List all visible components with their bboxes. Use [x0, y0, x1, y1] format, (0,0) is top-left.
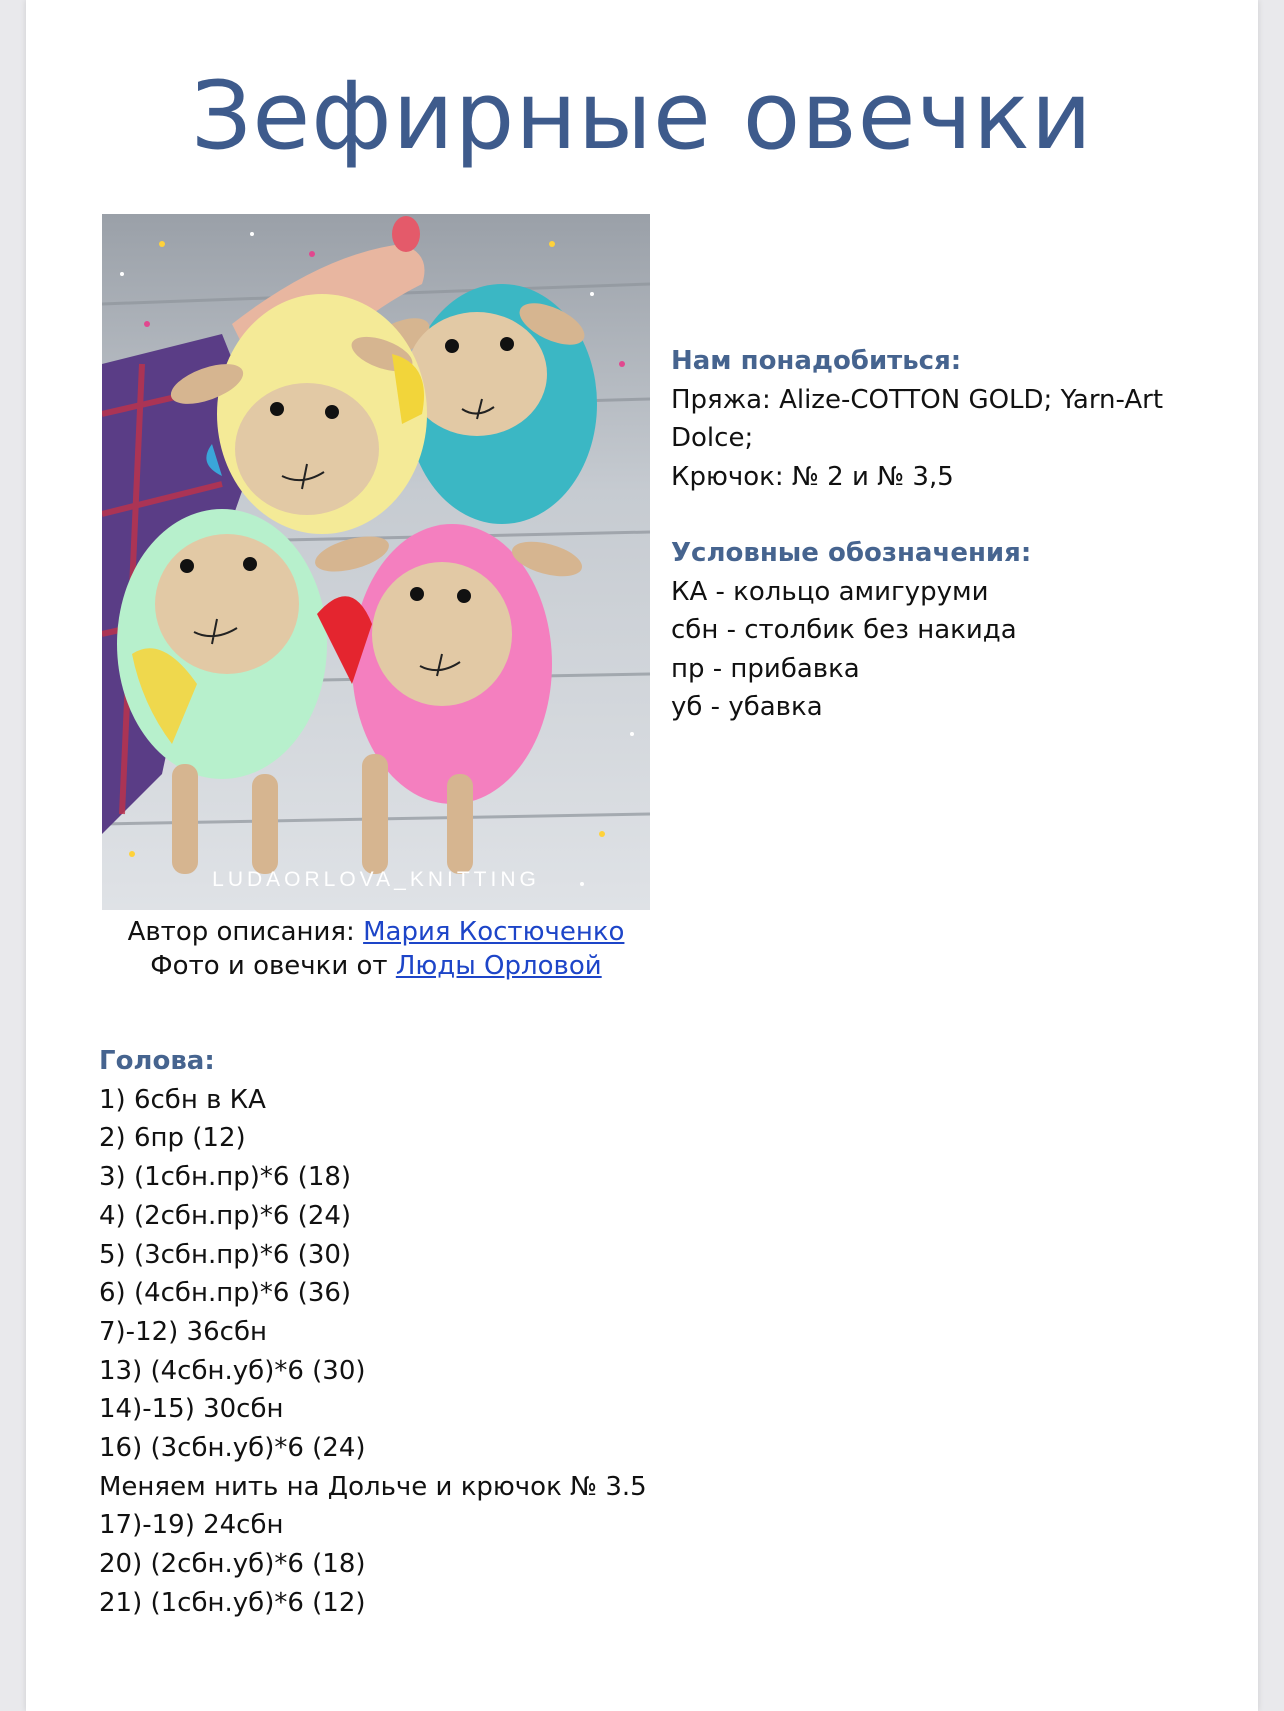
photo-watermark: LUDAORLOVA_KNITTING — [212, 868, 540, 891]
pattern-row: 21) (1сбн.уб)*6 (12) — [99, 1587, 366, 1618]
legend-heading: Условные обозначения: — [671, 538, 1032, 568]
pattern-row: 16) (3сбн.уб)*6 (24) — [99, 1433, 366, 1464]
materials-section — [671, 342, 1231, 727]
head-section — [99, 1042, 647, 1623]
yarn-line-1: Пряжа: Alize-COTTON GOLD; Yarn-Art — [671, 384, 1164, 415]
pattern-row: 6) (4сбн.пр)*6 (36) — [99, 1278, 352, 1309]
pattern-row: 14)-15) 30сбн — [99, 1394, 284, 1425]
head-heading: Голова: — [99, 1046, 215, 1076]
legend-item: КА - кольцо амигуруми — [671, 576, 989, 607]
pattern-row: 4) (2сбн.пр)*6 (24) — [99, 1200, 352, 1231]
pattern-row: 2) 6пр (12) — [99, 1123, 246, 1154]
pink-sheep — [311, 524, 585, 874]
page-title: Зефирные овечки — [191, 62, 1093, 171]
pattern-row: 3) (1сбн.пр)*6 (18) — [99, 1162, 352, 1193]
document-page — [26, 0, 1258, 1711]
author-credit — [102, 915, 650, 949]
photo-credit — [102, 949, 650, 983]
pattern-row: 7)-12) 36сбн — [99, 1316, 267, 1347]
author-prefix: Автор описания: — [127, 917, 364, 947]
materials-heading: Нам понадобиться: — [671, 346, 962, 376]
pattern-row: 5) (3сбн.пр)*6 (30) — [99, 1239, 352, 1270]
pattern-row: 20) (2сбн.уб)*6 (18) — [99, 1549, 366, 1580]
legend-item: уб - убавка — [671, 692, 823, 722]
sheep-photo — [102, 214, 650, 910]
photo-prefix: Фото и овечки от — [150, 951, 396, 981]
pattern-row: 1) 6сбн в КА — [99, 1084, 266, 1115]
legend-item: сбн - столбик без накида — [671, 615, 1017, 645]
pattern-row: 17)-19) 24сбн — [99, 1510, 284, 1541]
photo-author-link[interactable]: Люды Орловой — [395, 951, 602, 981]
pattern-row: Меняем нить на Дольче и крючок № 3.5 — [99, 1471, 647, 1502]
author-link[interactable]: Мария Костюченко — [363, 917, 625, 947]
hook-line: Крючок: № 2 и № 3,5 — [671, 461, 954, 492]
pattern-row: 13) (4сбн.уб)*6 (30) — [99, 1355, 366, 1386]
yarn-line-2: Dolce; — [671, 423, 754, 453]
legend-item: пр - прибавка — [671, 653, 860, 684]
